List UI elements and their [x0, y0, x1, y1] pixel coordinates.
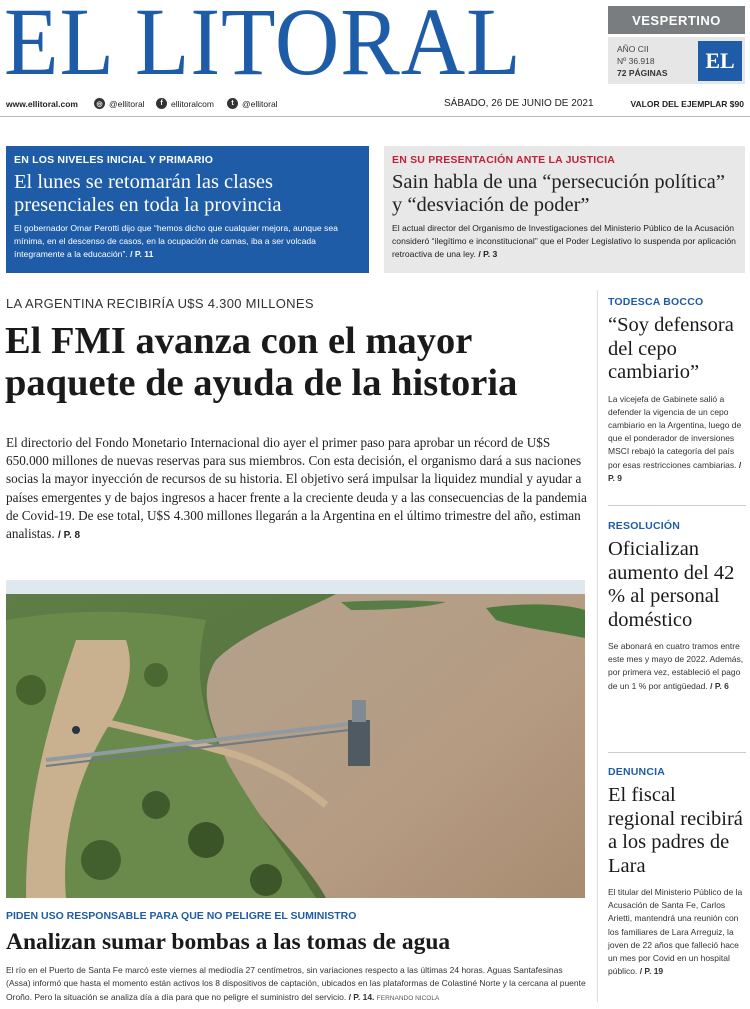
- info-bar: [0, 96, 750, 112]
- teaser-body: El gobernador Omar Perotti dijo que “hemos dicho que cualquier mejora, aunque sea mínima, en el descenso de casos, en la ocupación de camas, iba a ser volcada íntegramente a la educación”. / P. 11: [14, 223, 338, 259]
- page-ref: / P. 9: [608, 459, 742, 483]
- sidebar-body: La vicejefa de Gabinete salió a defender la vigencia de un cepo cambiario en la Argentina, luego de que el ponderador de inversiones MSCI rebajó la categoría del país por esas restricciones cambiarias. / P. 9: [608, 393, 742, 483]
- water-headline[interactable]: Analizan sumar bombas a las tomas de agua: [6, 929, 451, 955]
- newspaper-logo: EL LITORAL: [4, 0, 522, 95]
- sidebar-kicker: DENUNCIA: [608, 766, 666, 778]
- twitter-handle[interactable]: t @ellitoral: [227, 98, 278, 109]
- facebook-icon: f: [156, 98, 167, 109]
- el-badge-logo: EL: [698, 41, 742, 81]
- sidebar-story-lara[interactable]: [608, 766, 746, 978]
- lead-kicker: LA ARGENTINA RECIBIRÍA U$S 4.300 MILLONES: [6, 296, 314, 311]
- sidebar-kicker: RESOLUCIÓN: [608, 520, 681, 532]
- sidebar-story-todesca[interactable]: [608, 296, 746, 485]
- issue-number: Nº 36.918: [617, 56, 655, 66]
- teaser-body: El actual director del Organismo de Investigaciones del Ministerio Público de la Acusación consideró “ilegítimo e inconstitucional” que el Poder Legislativo lo suspenda por aplicación retroactiva de una ley. / P. 3: [392, 223, 736, 259]
- page-ref: / P. 3: [478, 249, 498, 259]
- sidebar-title: Oficializan aumento del 42 % al personal doméstico: [608, 538, 735, 631]
- lead-body: El directorio del Fondo Monetario Internacional dio ayer el primer paso para aprobar un récord de U$S 650.000 millones de nuevas reservas para sus miembros. Con esta decisión, el organismo dará a sus naciones socias la mayor inyección de recursos de su historia. El objetivo será impulsar la liquidez mundial y ayudar a países emergentes y de bajos ingresos a hacer frente a la creciente deuda y a las consecuencias de la pandemia de Covid-19. De ese total, U$S 4.300 millones llegarán a la Argentina en el último trimestre del año, estiman analistas. / P. 8: [6, 435, 587, 542]
- issue-info-box: [608, 37, 745, 84]
- sidebar-body: Se abonará en cuatro tramos entre este mes y mayo de 2022. Además, por primera vez, estableció el pago de un 1 % por antigüedad. / P. 6: [608, 641, 744, 691]
- teaser-title: Sain habla de una “persecución política” y “desviación de poder”: [392, 171, 725, 216]
- teaser-title: El lunes se retomarán las clases presenciales en toda la provincia: [14, 171, 282, 216]
- facebook-handle[interactable]: f ellitoralcom: [156, 98, 214, 109]
- edition-label: VESPERTINO: [608, 6, 745, 34]
- lead-headline[interactable]: El FMI avanza con el mayor paquete de ayuda de la historia: [5, 320, 518, 404]
- water-kicker: PIDEN USO RESPONSABLE PARA QUE NO PELIGRE EL SUMINISTRO: [6, 910, 357, 922]
- issue-year: AÑO CII: [617, 44, 649, 54]
- sidebar-kicker: TODESCA BOCCO: [608, 296, 704, 308]
- page-ref: / P. 14.: [348, 991, 375, 1002]
- teaser-kicker: EN LOS NIVELES INICIAL Y PRIMARIO: [14, 154, 214, 166]
- sidebar-title: “Soy defensora del cepo cambiario”: [608, 314, 734, 383]
- river-photo-illustration: [6, 580, 585, 898]
- instagram-handle[interactable]: ◎ @ellitoral: [94, 98, 145, 109]
- issue-info: [617, 43, 668, 79]
- sidebar-title: El fiscal regional recibirá a los padres de Lara: [608, 784, 743, 877]
- sidebar-story-domestic[interactable]: [608, 520, 746, 693]
- twitter-icon: t: [227, 98, 238, 109]
- sidebar-body: El titular del Ministerio Público de la Acusación de Santa Fe, Carlos Arietti, mantendrá una reunión con los familiares de Lara Arreguiz, la joven de 22 años que falleció hace un mes por Covid en un hospital público. / P. 19: [608, 887, 743, 977]
- sidebar-divider: [597, 290, 598, 1002]
- teaser-kicker: EN SU PRESENTACIÓN ANTE LA JUSTICIA: [392, 154, 616, 166]
- header-divider: [0, 116, 750, 117]
- page-ref: / P. 8: [58, 530, 81, 542]
- issue-price: VALOR DEL EJEMPLAR $90: [630, 99, 744, 109]
- teaser-classes[interactable]: [6, 146, 369, 273]
- teaser-sain[interactable]: [384, 146, 745, 273]
- sidebar-separator: [608, 752, 746, 753]
- page-ref: / P. 19: [639, 966, 664, 977]
- photo-byline: FERNANDO NICOLA: [376, 994, 440, 1002]
- website-link[interactable]: www.ellitoral.com: [6, 99, 78, 109]
- river-aerial-photo: [6, 580, 585, 898]
- page-count: 72 PÁGINAS: [617, 68, 668, 78]
- page-ref: / P. 11: [130, 249, 154, 259]
- water-body: El río en el Puerto de Santa Fe marcó este viernes al mediodía 27 centímetros, sin variaciones respecto a las últimas 24 horas. Aguas Santafesinas (Assa) informó que hasta el momento están activos los 8 dispositivos de captación, ubicados en las plataformas de Colastiné Norte y la cercana al puente Oroño. Pero la situación se analiza día a día para que no peligre el suministro del servicio. / P. 14. FERNANDO NICOLA: [6, 965, 586, 1002]
- sidebar-separator: [608, 505, 746, 506]
- page-ref: / P. 6: [710, 680, 729, 691]
- issue-date: SÁBADO, 26 DE JUNIO DE 2021: [444, 98, 594, 109]
- instagram-icon: ◎: [94, 98, 105, 109]
